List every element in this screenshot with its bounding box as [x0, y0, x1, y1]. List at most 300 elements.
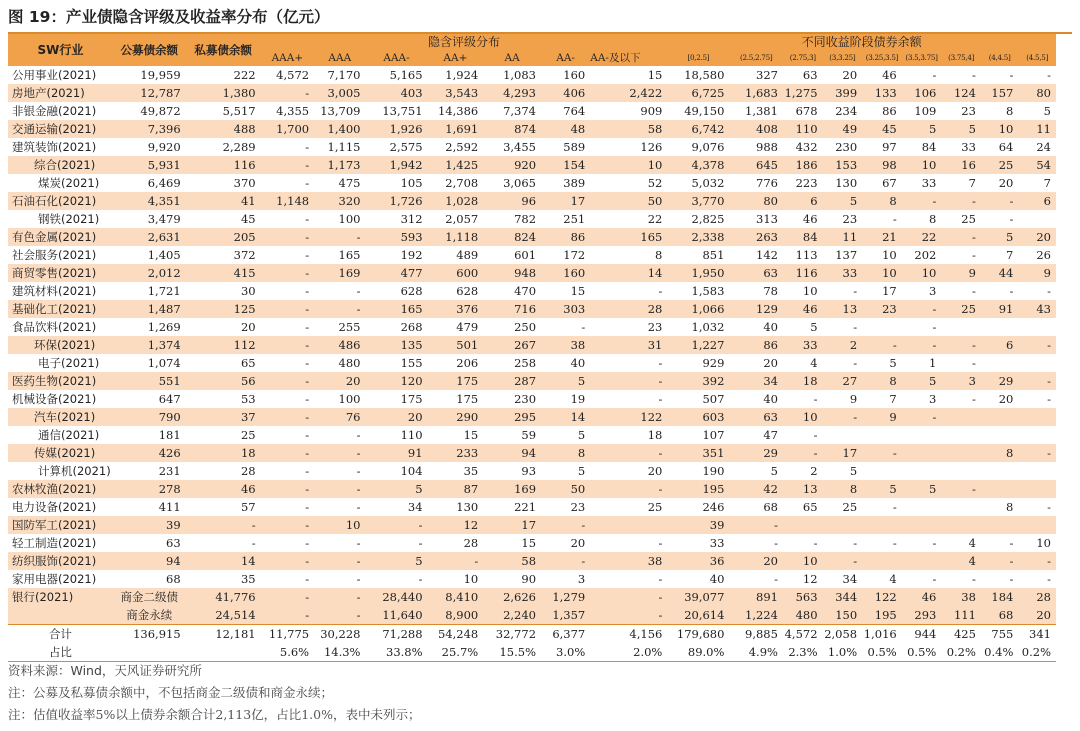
yield-value: 344 [823, 588, 863, 606]
yield-value: 1,683 [729, 84, 783, 102]
rating-value: 8 [655, 248, 663, 262]
yield-value: 408 [729, 120, 783, 138]
yield-value [941, 498, 981, 516]
table-row [8, 570, 1056, 588]
yield-value: - [823, 552, 863, 570]
public-balance: 1,269 [147, 320, 181, 334]
yield-value: - [902, 408, 942, 426]
yield-value: 20 [763, 356, 778, 370]
yield-value: 97 [882, 140, 897, 154]
rating-value: 3 [577, 572, 586, 586]
total-yield-value: 9,885 [729, 625, 783, 644]
table-row [8, 534, 1056, 552]
yield-value [1018, 516, 1056, 534]
public-balance: 5,931 [113, 156, 186, 174]
private-balance: 20 [240, 320, 256, 334]
yield-value: 47 [763, 428, 778, 442]
public-balance: 63 [166, 536, 181, 550]
yield-value: 106 [902, 84, 942, 102]
table-row [8, 228, 1056, 246]
rating-value: 250 [514, 320, 537, 334]
rating-value: - [261, 552, 315, 570]
yield-value: 9 [849, 392, 858, 406]
rating-value: 764 [563, 104, 586, 118]
yield-value: 63 [729, 408, 783, 426]
yield-value: 5 [1043, 104, 1051, 118]
rating-value: 5 [577, 464, 586, 478]
rating-value: - [261, 480, 315, 498]
table-row [8, 444, 1056, 462]
bank-private-balance: 41,776 [186, 588, 261, 606]
yield-value [941, 426, 981, 444]
industry-name: 煤炭(2021) [38, 176, 100, 190]
rating-value: 15 [570, 284, 586, 298]
yield-value: 4 [810, 356, 818, 370]
rating-value: 628 [400, 284, 423, 298]
yield-value: 195 [862, 606, 902, 625]
private-balance: - [251, 536, 256, 550]
rating-value: 93 [521, 464, 537, 478]
yield-value [941, 462, 981, 480]
yield-value: 7 [889, 392, 897, 406]
total-yield-value: 341 [1018, 625, 1056, 644]
rating-value: 20 [647, 464, 663, 478]
industry-name: 纺织服饰(2021) [8, 552, 113, 570]
ratio-private-empty [186, 643, 261, 662]
rating-value: - [418, 572, 423, 586]
yield-value: - [972, 68, 976, 82]
yield-value: - [1009, 68, 1014, 82]
rating-value: - [356, 500, 361, 514]
rating-value: 948 [483, 264, 541, 282]
yield-value: - [1018, 444, 1056, 462]
table-row [8, 390, 1056, 408]
yield-value: 5 [902, 480, 942, 498]
ratio-yield-value: 4.9% [729, 643, 783, 662]
yield-value [902, 426, 942, 444]
rating-value: - [658, 284, 663, 298]
rating-value: 87 [428, 480, 484, 498]
rating-value: 1,425 [428, 156, 484, 174]
yield-value: - [862, 444, 902, 462]
rating-value: 130 [456, 500, 479, 514]
yield-value: 9 [862, 408, 902, 426]
yield-value: 603 [667, 408, 729, 426]
yield-value: - [1009, 572, 1014, 586]
rating-value: - [261, 408, 315, 426]
rating-value: - [305, 248, 310, 262]
yield-value: 28 [1018, 588, 1056, 606]
rating-value: 7,374 [503, 104, 537, 118]
private-balance: 372 [233, 248, 256, 262]
rating-value: - [261, 228, 315, 246]
footnote-2-text-c: 亿，占比 [251, 707, 302, 722]
yield-value: 25 [842, 500, 858, 514]
rating-value: - [314, 480, 365, 498]
rating-value: 1,400 [314, 120, 365, 138]
rating-value: 2,057 [445, 212, 479, 226]
footnote-2-text-a: 注：估值收益率 [8, 707, 96, 722]
yield-value: - [853, 284, 858, 298]
rating-value: 20 [570, 536, 586, 550]
yield-value: 18,580 [684, 68, 725, 82]
yield-value: 157 [981, 84, 1018, 102]
footnote-2 [8, 704, 420, 726]
yield-value: 38 [941, 588, 981, 606]
header-yield: (3,3.25] [823, 50, 863, 66]
ratio-rating-value: 3.0% [541, 643, 590, 662]
yield-value [862, 318, 902, 336]
yield-value: 12 [802, 572, 818, 586]
yield-value: 9,076 [691, 140, 725, 154]
header-yield: (3.75,4] [941, 50, 981, 66]
private-balance: 2,289 [222, 140, 256, 154]
yield-value: 46 [783, 300, 823, 318]
yield-value: 153 [823, 156, 863, 174]
yield-value: 293 [902, 606, 942, 625]
yield-value [981, 462, 1018, 480]
rating-value: 31 [590, 336, 667, 354]
rating-value: 4,293 [483, 84, 541, 102]
rating-value: 3,543 [428, 84, 484, 102]
public-balance: 12,787 [113, 84, 186, 102]
yield-value: - [1018, 372, 1056, 390]
rating-value: 287 [483, 372, 541, 390]
yield-value: 13 [823, 300, 863, 318]
public-balance: 181 [158, 428, 181, 442]
yield-value: - [941, 228, 981, 246]
yield-value: 21 [862, 228, 902, 246]
rating-value: 25 [647, 500, 663, 514]
rating-value: 5 [577, 428, 586, 442]
yield-value: - [1047, 572, 1051, 586]
yield-value: 137 [835, 248, 858, 262]
industry-name: 环保(2021) [8, 336, 113, 354]
private-balance: - [186, 516, 261, 534]
rating-value: 3,455 [503, 140, 537, 154]
yield-value: 150 [823, 606, 863, 625]
public-balance: 411 [158, 500, 181, 514]
rating-value: 90 [521, 572, 537, 586]
yield-value: 5 [849, 464, 858, 478]
yield-value: 5 [889, 356, 897, 370]
rating-value: 175 [428, 372, 484, 390]
rating-value: 874 [483, 120, 541, 138]
yield-value: 202 [914, 248, 937, 262]
rating-value: - [356, 572, 361, 586]
rating-value: 126 [640, 140, 663, 154]
yield-value: - [902, 192, 942, 210]
table-row [8, 210, 1056, 228]
yield-value: 27 [823, 372, 863, 390]
table-row [8, 138, 1056, 156]
yield-value: 40 [763, 320, 778, 334]
rating-value: 303 [541, 300, 590, 318]
rating-value: 206 [456, 356, 479, 370]
yield-value: 43 [1018, 300, 1056, 318]
yield-value: 40 [709, 572, 725, 586]
yield-value: - [941, 192, 981, 210]
yield-value: 480 [783, 606, 823, 625]
rating-value: 165 [338, 248, 361, 262]
yield-value [981, 408, 1018, 426]
rating-value: - [314, 606, 365, 625]
yield-value: 4 [889, 572, 897, 586]
yield-value: 16 [941, 156, 981, 174]
rating-value: 5 [365, 552, 427, 570]
yield-value: 54 [1018, 156, 1056, 174]
yield-value: 29 [729, 444, 783, 462]
rating-value: 475 [338, 176, 361, 190]
rating-value: 76 [314, 408, 365, 426]
rating-value: 221 [514, 500, 537, 514]
yield-value [941, 444, 981, 462]
yield-value: 17 [823, 444, 863, 462]
total-yield-value: 1,016 [862, 625, 902, 644]
rating-value: 230 [514, 392, 537, 406]
rating-value: 258 [514, 356, 537, 370]
rating-value: 169 [314, 264, 365, 282]
yield-value [1018, 354, 1056, 372]
rating-value: 824 [483, 228, 541, 246]
rating-value: 4,355 [276, 104, 310, 118]
rating-value: - [658, 536, 663, 550]
ratio-public-empty [113, 643, 186, 662]
yield-value: 34 [729, 372, 783, 390]
ratio-yield-value: 0.5% [902, 643, 942, 662]
yield-value: 84 [783, 228, 823, 246]
yield-value: 5 [981, 228, 1018, 246]
yield-value: 3 [929, 392, 937, 406]
rating-value: 389 [563, 176, 586, 190]
yield-value: - [972, 356, 976, 370]
public-balance: 1,374 [113, 336, 186, 354]
rating-value: - [658, 356, 663, 370]
rating-value: 40 [570, 356, 586, 370]
rating-value: 14 [541, 408, 590, 426]
yield-value: 5 [902, 372, 942, 390]
header-rating-group: 隐含评级分布 [261, 34, 668, 50]
rating-value: 2,240 [483, 606, 541, 625]
rating-value: - [590, 606, 667, 625]
private-balance: 30 [240, 284, 256, 298]
table-row-total [8, 625, 1056, 644]
yield-value: 4 [941, 552, 981, 570]
rating-value: - [314, 444, 365, 462]
rating-value: 154 [541, 156, 590, 174]
yield-value: - [932, 572, 937, 586]
yield-value: 80 [729, 192, 783, 210]
yield-value: 40 [763, 392, 778, 406]
yield-value: 46 [902, 588, 942, 606]
industry-name: 交通运输(2021) [8, 120, 113, 138]
rating-value: 5 [365, 480, 427, 498]
header-rating: AAA- [365, 50, 427, 66]
yield-value: - [783, 444, 823, 462]
yield-value: - [1047, 284, 1051, 298]
rating-value: 1,924 [445, 68, 479, 82]
yield-value: - [981, 552, 1018, 570]
yield-value: 84 [921, 140, 937, 154]
footnote-2-percent: 5% [95, 707, 116, 722]
footnote-2-amount: 2,113 [215, 707, 252, 722]
yield-value: 563 [783, 588, 823, 606]
rating-value: 58 [590, 120, 667, 138]
rating-value: - [314, 300, 365, 318]
rating-value: 3,065 [503, 176, 537, 190]
yield-value [981, 354, 1018, 372]
ratio-yield-value: 1.0% [823, 643, 863, 662]
rating-value: 86 [541, 228, 590, 246]
yield-value: - [813, 536, 818, 550]
table-row [8, 552, 1056, 570]
yield-value: 8 [823, 480, 863, 498]
yield-value: 6 [981, 336, 1018, 354]
yield-value [902, 462, 942, 480]
yield-value: - [1009, 212, 1014, 226]
yield-value: - [892, 500, 897, 514]
yield-value: 6,742 [667, 120, 729, 138]
private-balance: 35 [240, 572, 256, 586]
ratio-label: 占比 [8, 643, 113, 662]
yield-value: 432 [795, 140, 818, 154]
yield-value [1018, 408, 1056, 426]
yield-value: 46 [882, 68, 897, 82]
rating-value: 8 [541, 444, 590, 462]
private-balance: 222 [233, 68, 256, 82]
ratio-yield-value: 0.2% [941, 643, 981, 662]
rating-value: 192 [400, 248, 423, 262]
rating-value: 268 [400, 320, 423, 334]
public-balance: 1,405 [147, 248, 181, 262]
rating-value: 135 [365, 336, 427, 354]
yield-value: 33 [961, 140, 976, 154]
table-row [8, 246, 1056, 264]
rating-value: 15 [647, 68, 663, 82]
rating-value: 600 [428, 264, 484, 282]
public-balance: 4,351 [113, 192, 186, 210]
yield-value: 2,825 [691, 212, 725, 226]
rating-value: 501 [428, 336, 484, 354]
yield-value: 1,227 [667, 336, 729, 354]
public-balance: 19,959 [140, 68, 181, 82]
yield-value: 23 [862, 300, 902, 318]
yield-value: 33 [823, 264, 863, 282]
yield-value: - [972, 392, 976, 406]
private-balance: 125 [186, 300, 261, 318]
private-balance: 46 [186, 480, 261, 498]
table-row [8, 282, 1056, 300]
yield-value: 1,583 [691, 284, 725, 298]
rating-value: 782 [514, 212, 537, 226]
yield-value: - [1047, 392, 1051, 406]
yield-value: - [941, 336, 981, 354]
yield-value: - [853, 356, 858, 370]
yield-value: 5 [941, 120, 981, 138]
rating-value: - [261, 606, 315, 625]
yield-value: 23 [961, 104, 976, 118]
header-yield: (3.25,3.5] [862, 50, 902, 66]
rating-value: 34 [407, 500, 423, 514]
rating-value: - [356, 536, 361, 550]
rating-value: 105 [400, 176, 423, 190]
yield-value: 113 [795, 248, 818, 262]
yield-value: 186 [783, 156, 823, 174]
yield-value: 20 [998, 176, 1014, 190]
yield-value: - [813, 428, 818, 442]
yield-value: - [941, 480, 981, 498]
rating-value: 100 [338, 392, 361, 406]
yield-value [823, 516, 863, 534]
rating-value: - [314, 588, 365, 606]
rating-value: - [356, 464, 361, 478]
private-balance: 1,380 [186, 84, 261, 102]
yield-value: - [853, 536, 858, 550]
yield-value: 8 [1006, 500, 1014, 514]
total-yield-value: 755 [981, 625, 1018, 644]
yield-value: 230 [835, 140, 858, 154]
public-balance: 2,012 [113, 264, 186, 282]
yield-value: 33 [783, 336, 823, 354]
yield-value [783, 516, 823, 534]
yield-value: - [932, 68, 937, 82]
yield-value: 7 [1006, 248, 1014, 262]
header-rating: AA [483, 50, 541, 66]
rating-value: - [261, 156, 315, 174]
rating-value: - [658, 392, 663, 406]
ratio-rating-value: 14.3% [314, 643, 365, 662]
yield-value: 25 [941, 300, 981, 318]
industry-name: 建筑装饰(2021) [12, 140, 97, 154]
rating-value: 15 [521, 536, 537, 550]
total-label: 合计 [8, 625, 113, 644]
rating-value: 155 [400, 356, 423, 370]
total-yield-value: 425 [941, 625, 981, 644]
rating-value: 470 [514, 284, 537, 298]
yield-value: 988 [756, 140, 778, 154]
yield-value: 129 [729, 300, 783, 318]
yield-value: 5 [810, 320, 818, 334]
yield-value: 80 [1018, 84, 1056, 102]
yield-value: 91 [981, 300, 1018, 318]
rating-value: 1,926 [365, 120, 427, 138]
yield-value: 8 [981, 444, 1018, 462]
private-balance: 488 [186, 120, 261, 138]
industry-name: 计算机(2021) [38, 464, 111, 478]
bank-subcategory: 商金永续 [113, 606, 186, 625]
yield-value: 65 [802, 500, 818, 514]
public-balance: 231 [158, 464, 181, 478]
table-row [8, 354, 1056, 372]
yield-value: 246 [702, 500, 725, 514]
yield-value: 327 [756, 68, 778, 82]
public-balance: 1,487 [113, 300, 186, 318]
yield-value: 1,275 [783, 84, 823, 102]
industry-name: 建筑材料(2021) [12, 284, 97, 298]
industry-name: 钢铁(2021) [38, 212, 100, 226]
yield-value: 2,338 [667, 228, 729, 246]
yield-value: 8 [929, 212, 937, 226]
rating-value: 1,115 [327, 140, 361, 154]
total-rating-value: 54,248 [428, 625, 484, 644]
industry-name: 电力设备(2021) [12, 500, 97, 514]
ratio-rating-value: 33.8% [365, 643, 427, 662]
yield-value: 929 [702, 356, 725, 370]
yield-value: 10 [1036, 536, 1051, 550]
yield-value: - [892, 536, 897, 550]
yield-value: 25 [981, 156, 1018, 174]
yield-value: 234 [835, 104, 858, 118]
